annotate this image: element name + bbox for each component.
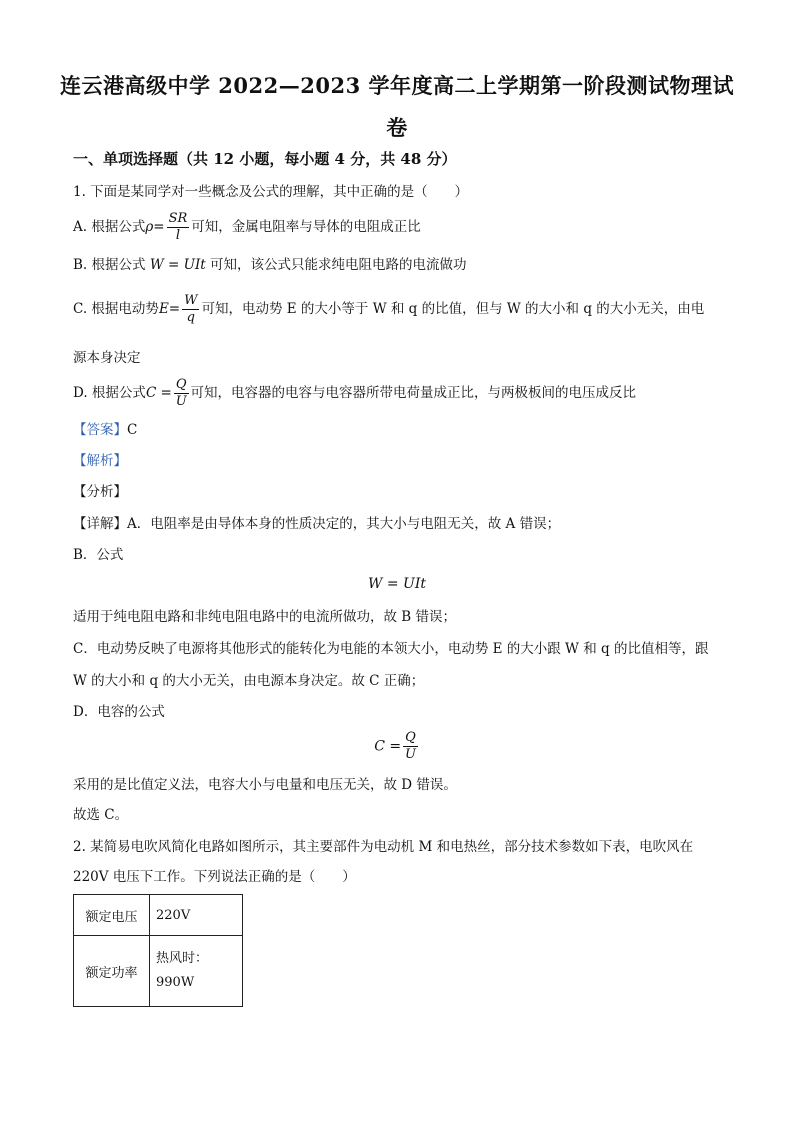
detail-a	[73, 515, 560, 533]
detail-b-text: 适用于纯电阻电路和非纯电阻电路中的电流所做功，故 B 错误；	[73, 609, 457, 625]
fraction-denominator: l	[175, 228, 181, 243]
option-b-prefix: B. 根据公式	[73, 257, 146, 273]
option-c-formula: E=	[158, 301, 181, 317]
answer-value: C	[127, 422, 138, 438]
fraction-numerator: W	[184, 293, 198, 308]
detail-c-text: C．电动势反映了电源将其他形式的能转化为电能的本领大小，电动势 E 的大小跟 W 和 q 的比值相等，跟	[73, 641, 709, 657]
option-b	[73, 256, 467, 274]
option-d	[73, 377, 636, 410]
table-cell-key: 额定功率	[74, 936, 150, 1007]
detail-d-formula	[0, 730, 794, 763]
detail-c-continued: W 的大小和 q 的大小无关，由电源本身决定。故 C 正确；	[73, 673, 425, 689]
option-d-formula: C =	[145, 385, 172, 401]
option-a-text: 可知，金属电阻率与导体的电阻成正比	[191, 219, 421, 235]
fenxi-tag: 【分析】	[73, 484, 127, 500]
fraction-numerator: Q	[175, 377, 187, 392]
detail-b-intro: B．公式	[73, 547, 124, 563]
table-row	[74, 936, 243, 1007]
conclusion: 故选 C。	[73, 807, 129, 823]
page-title: 连云港高级中学 2022—2023 学年度高二上学期第一阶段测试物理试	[59, 73, 734, 98]
option-c-fraction	[182, 293, 199, 326]
detail-d-fraction	[403, 730, 418, 763]
option-c-text: 可知，电动势 E 的大小等于 W 和 q 的比值，但与 W 的大小和 q 的大小无关，由电	[201, 301, 705, 317]
option-d-text: 可知，电容器的电容与电容器所带电荷量成正比，与两极板间的电压成反比	[190, 385, 637, 401]
detail-d-intro: D．电容的公式	[73, 704, 165, 720]
table-cell-value	[150, 936, 243, 1007]
question-2-stem-continued: 220V 电压下工作。下列说法正确的是（ ）	[73, 869, 356, 885]
option-a	[73, 211, 421, 244]
page-title-continued: 卷	[386, 115, 408, 140]
answer-tag: 【答案】	[73, 422, 127, 438]
option-d-prefix: D. 根据公式	[73, 385, 146, 401]
table-cell-value: 220V	[150, 895, 243, 936]
detail-b-formula: W = UIt	[368, 576, 426, 592]
detail-tag: 【详解】	[73, 516, 127, 532]
table-row	[74, 895, 243, 936]
option-a-prefix: A. 根据公式	[73, 219, 146, 235]
answer-line	[73, 421, 137, 439]
option-d-fraction	[174, 377, 189, 410]
detail-d-formula-lhs: C =	[374, 738, 402, 755]
option-c	[73, 293, 704, 326]
table-cell-line: 990W	[156, 975, 195, 990]
question-1-stem: 1. 下面是某同学对一些概念及公式的理解，其中正确的是（ ）	[73, 184, 469, 200]
option-a-fraction	[167, 211, 190, 244]
option-a-formula: ρ=	[145, 219, 165, 235]
fraction-denominator: U	[404, 747, 416, 762]
detail-a-text: A．电阻率是由导体本身的性质决定的，其大小与电阻无关，故 A 错误；	[127, 516, 561, 532]
option-b-text: 可知，该公式只能求纯电阻电路的电流做功	[210, 257, 467, 273]
table-cell-line: 热风时：	[156, 951, 209, 966]
analysis-tag: 【解析】	[73, 453, 127, 469]
section-heading: 一、单项选择题（共 12 小题，每小题 4 分，共 48 分）	[73, 150, 457, 168]
option-b-formula: W = UIt	[149, 257, 206, 273]
fraction-numerator: SR	[168, 211, 188, 226]
detail-d-text: 采用的是比值定义法，电容大小与电量和电压无关，故 D 错误。	[73, 777, 457, 793]
option-c-prefix: C. 根据电动势	[73, 301, 159, 317]
table-cell-key: 额定电压	[74, 895, 150, 936]
fraction-denominator: U	[175, 394, 187, 409]
fraction-numerator: Q	[405, 730, 416, 745]
spec-table	[73, 894, 243, 1007]
question-2-stem: 2. 某简易电吹风简化电路如图所示，其主要部件为电动机 M 和电热丝，部分技术参数如下表，电吹风在	[73, 839, 694, 855]
option-c-continued: 源本身决定	[73, 350, 141, 366]
fraction-denominator: q	[186, 310, 195, 325]
